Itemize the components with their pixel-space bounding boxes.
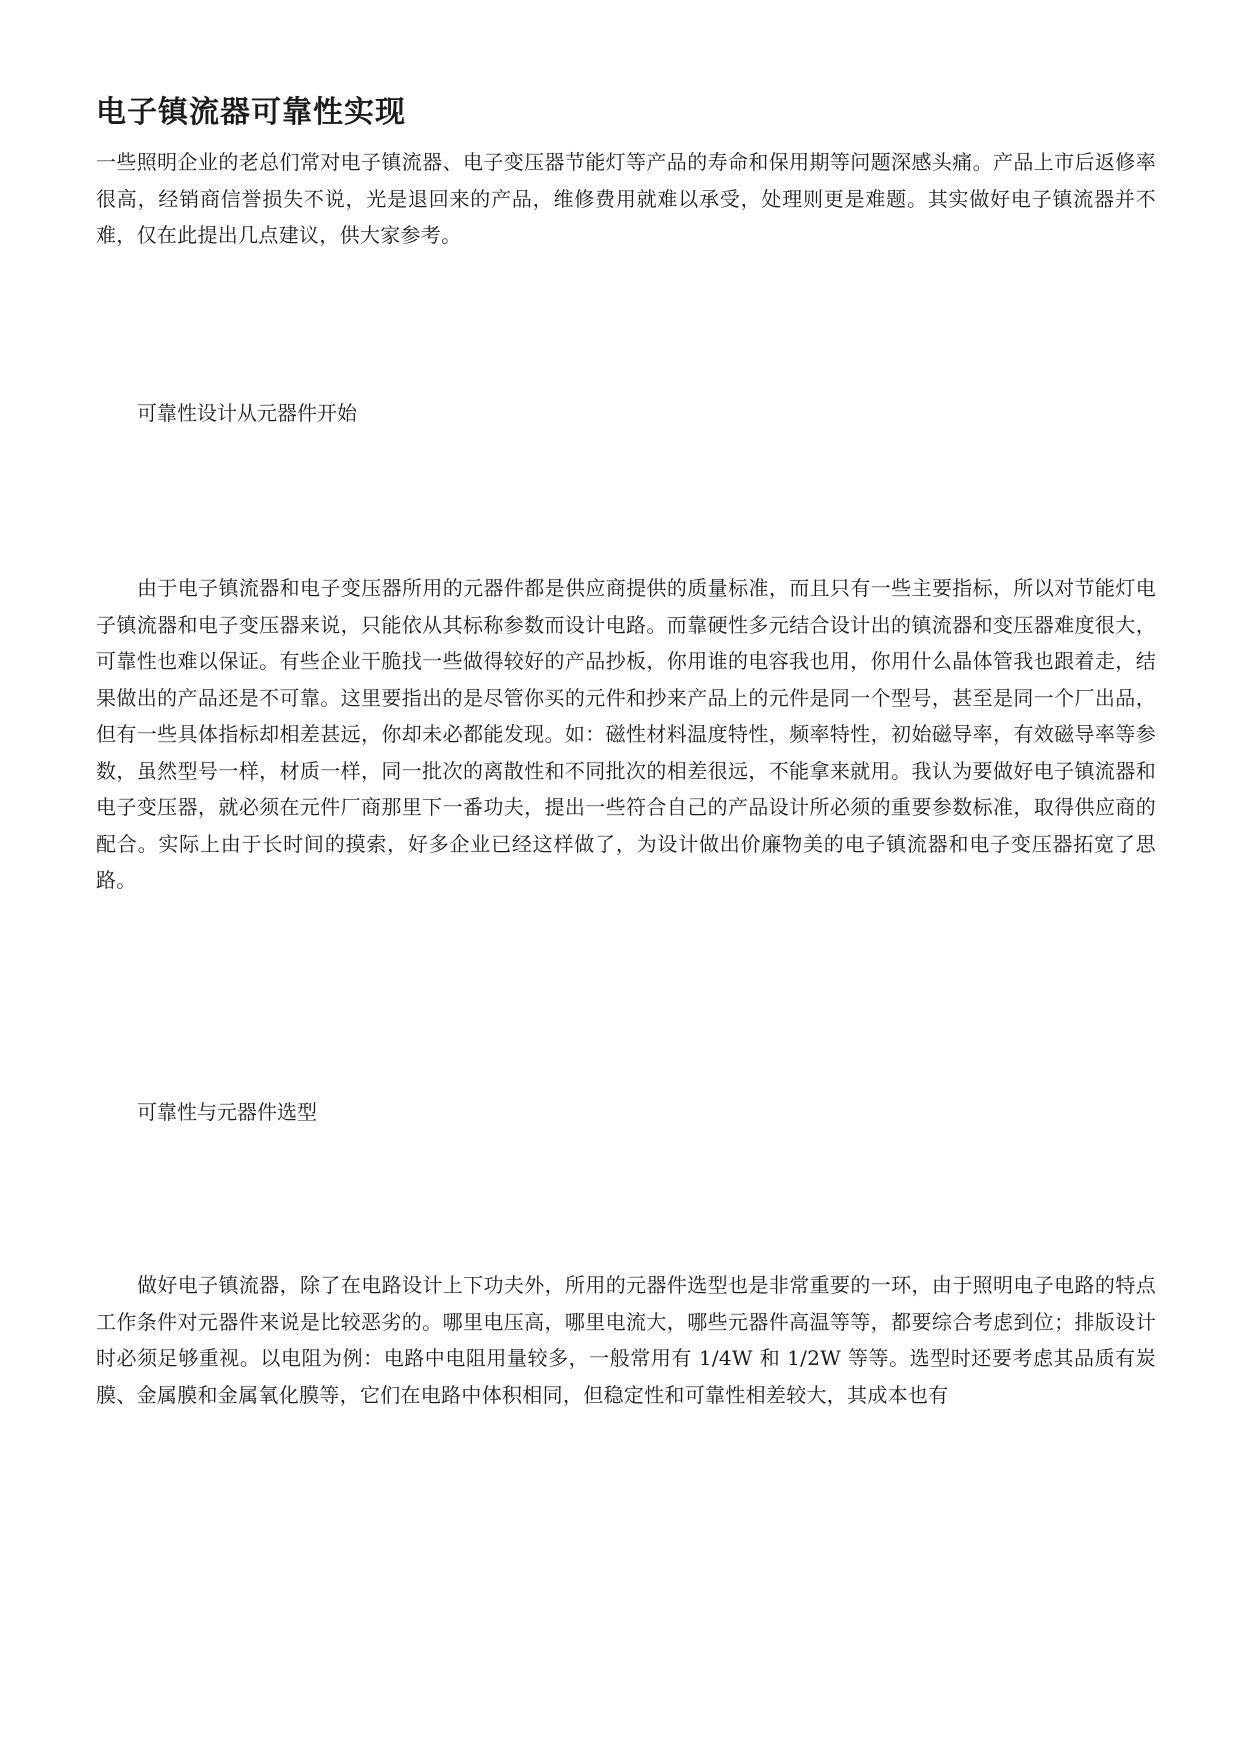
- intro-paragraph: 一些照明企业的老总们常对电子镇流器、电子变压器节能灯等产品的寿命和保用期等问题深感头痛。产品上市后返修率很高，经销商信誉损失不说，光是退回来的产品，维修费用就难以承受，处理则更是难题。其实做好电子镇流器并不难，仅在此提出几点建议，供大家参考。: [96, 150, 1156, 247]
- section-body-component-design: 由于电子镇流器和电子变压器所用的元器件都是供应商提供的质量标准，而且只有一些主要指标，所以对节能灯电子镇流器和电子变压器来说，只能依从其标称参数而设计电路。而靠硬性多元结合设计出的镇流器和变压器难度很大，可靠性也难以保证。有些企业干脆找一些做得较好的产品抄板，你用谁的电容我也用，你用什么晶体管我也跟着走，结果做出的产品还是不可靠。这里要指出的是尽管你买的元件和抄来产品上的元件是同一个型号，甚至是同一个厂出品，但有一些具体指标却相差甚远，你却未必都能发现。如：磁性材料温度特性，频率特性，初始磁导率，有效磁导率等参数，虽然型号一样，材质一样，同一批次的离散性和不同批次的相差很远，不能拿来就用。我认为要做好电子镇流器和电子变压器，就必须在元件厂商那里下一番功夫，提出一些符合自己的产品设计所必须的重要参数标准，取得供应商的配合。实际上由于长时间的摸索，好多企业已经这样做了，为设计做出价廉物美的电子镇流器和电子变压器拓宽了思路。: [96, 576, 1156, 892]
- section-heading-component-selection: 可靠性与元器件选型: [137, 1100, 317, 1124]
- section-body-component-selection: 做好电子镇流器，除了在电路设计上下功夫外，所用的元器件选型也是非常重要的一环，由于照明电子电路的特点工作条件对元器件来说是比较恶劣的。哪里电压高，哪里电流大，哪些元器件高温等等，都要综合考虑到位；排版设计时必须足够重视。以电阻为例：电路中电阻用量较多，一般常用有 1/4W 和 1/2W 等等。选型时还要考虑其品质有炭膜、金属膜和金属氧化膜等，它们在电路中体积相同，但稳定性和可靠性相差较大，其成本也有: [96, 1273, 1156, 1407]
- document-title: 电子镇流器可靠性实现: [96, 95, 406, 130]
- section-heading-component-design: 可靠性设计从元器件开始: [137, 401, 357, 425]
